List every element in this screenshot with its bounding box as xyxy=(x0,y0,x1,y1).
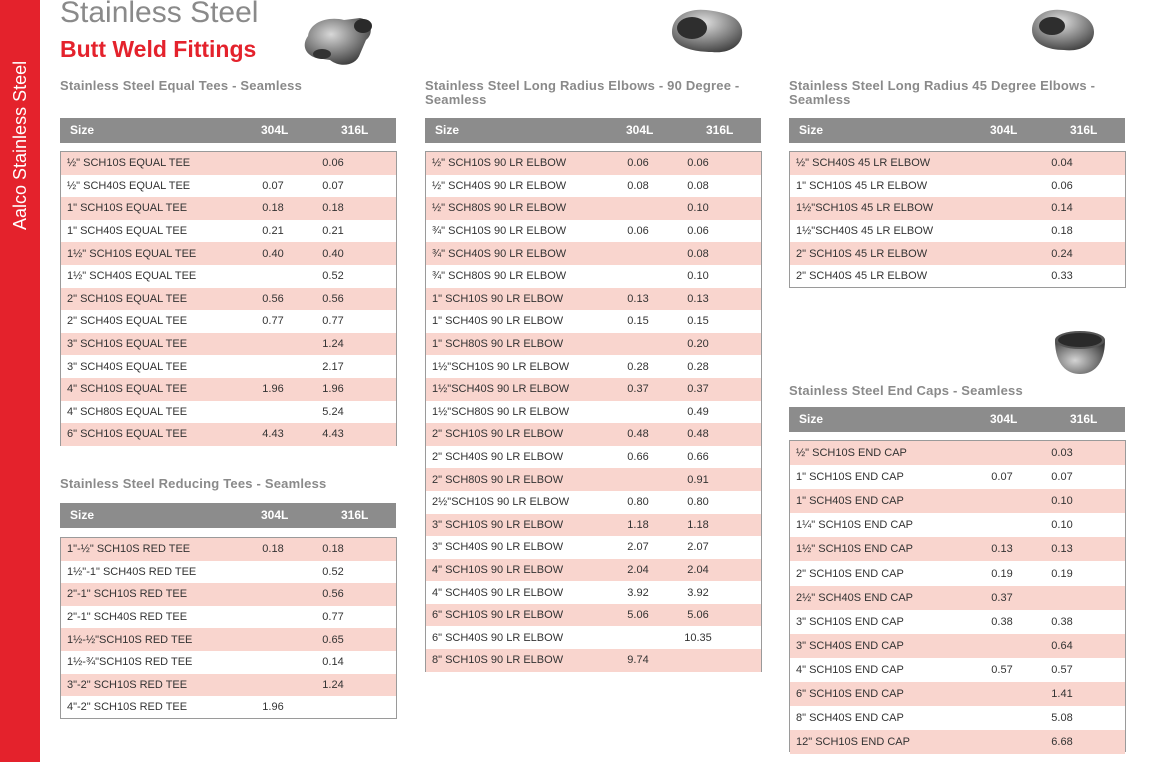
section-title-elbows-45: Stainless Steel Long Radius 45 Degree Elbows - Seamless xyxy=(789,78,1096,107)
cell-304l: 0.15 xyxy=(627,315,649,328)
cell-size: 1½" SCH10S EQUAL TEE xyxy=(67,247,197,260)
table-row xyxy=(790,610,1125,634)
section-title-reducing-tees: Stainless Steel Reducing Tees - Seamless xyxy=(60,476,327,491)
cell-size: 4" SCH10S 90 LR ELBOW xyxy=(432,563,564,576)
table-row xyxy=(790,489,1125,513)
cell-size: 1½"SCH10S 45 LR ELBOW xyxy=(796,202,934,215)
cell-304l: 3.92 xyxy=(627,586,649,599)
cell-size: ½" SCH10S 90 LR ELBOW xyxy=(432,157,567,170)
cell-316l: 0.18 xyxy=(322,202,344,215)
table-row xyxy=(426,491,761,514)
cell-316l: 0.64 xyxy=(1051,639,1073,652)
table-row xyxy=(61,423,396,446)
cell-size: 6" SCH10S EQUAL TEE xyxy=(67,428,188,441)
cell-316l: 0.15 xyxy=(687,315,709,328)
cell-304l xyxy=(614,265,662,288)
cell-316l: 0.10 xyxy=(1051,519,1073,532)
cell-304l: 0.18 xyxy=(262,543,284,556)
cell-size: 1½"SCH40S 90 LR ELBOW xyxy=(432,383,570,396)
cell-size: 1" SCH40S EQUAL TEE xyxy=(67,225,188,238)
cell-316l: 0.19 xyxy=(1051,567,1073,580)
cell-size: ¾" SCH10S 90 LR ELBOW xyxy=(432,225,567,238)
cell-size: 1½-¾"SCH10S RED TEE xyxy=(67,656,193,669)
cell-304l: 2.07 xyxy=(627,541,649,554)
cell-size: 8" SCH10S 90 LR ELBOW xyxy=(432,654,564,667)
cell-size: 1½"-1" SCH40S RED TEE xyxy=(67,565,197,578)
cell-size: 1" SCH10S EQUAL TEE xyxy=(67,202,188,215)
cell-304l xyxy=(249,333,297,356)
cell-size: 3"-2" SCH10S RED TEE xyxy=(67,678,188,691)
cell-size: 2" SCH40S EQUAL TEE xyxy=(67,315,188,328)
table-row xyxy=(61,401,396,424)
table-row xyxy=(426,626,761,649)
cell-size: 3" SCH40S END CAP xyxy=(796,639,904,652)
table-header-reducing-tees xyxy=(60,503,396,528)
cell-304l xyxy=(249,152,297,175)
col-316l: 316L xyxy=(706,123,734,137)
table-row xyxy=(426,242,761,265)
cell-304l: 0.13 xyxy=(991,543,1013,556)
cell-316l: 1.41 xyxy=(1051,687,1073,700)
table-row xyxy=(790,175,1125,198)
cell-316l: 0.14 xyxy=(1051,202,1073,215)
sidebar-brand-label: Aalco Stainless Steel xyxy=(10,60,30,230)
cell-size: 6" SCH10S END CAP xyxy=(796,687,904,700)
table-row xyxy=(790,197,1125,220)
table-row xyxy=(790,220,1125,243)
table-row xyxy=(61,265,396,288)
page-title: Stainless Steel xyxy=(60,0,259,29)
cell-304l xyxy=(978,730,1026,754)
cell-304l xyxy=(249,401,297,424)
cell-size: ½" SCH10S END CAP xyxy=(796,447,907,460)
cell-size: 2" SCH40S 90 LR ELBOW xyxy=(432,451,564,464)
cell-304l xyxy=(614,626,662,649)
cell-size: 1" SCH40S 90 LR ELBOW xyxy=(432,315,564,328)
table-row xyxy=(426,604,761,627)
table-row xyxy=(61,333,396,356)
cell-304l: 0.19 xyxy=(991,567,1013,580)
table-equal-tees xyxy=(60,151,397,446)
col-size: Size xyxy=(70,123,95,137)
cell-size: 6" SCH10S 90 LR ELBOW xyxy=(432,609,564,622)
cell-size: 4" SCH80S EQUAL TEE xyxy=(67,405,188,418)
cell-316l: 0.24 xyxy=(1051,247,1073,260)
table-row xyxy=(790,537,1125,561)
cell-316l: 0.07 xyxy=(1051,471,1073,484)
cell-size: 2" SCH10S EQUAL TEE xyxy=(67,292,188,305)
cell-size: 1½"SCH10S 90 LR ELBOW xyxy=(432,360,570,373)
table-elbows-90 xyxy=(425,151,762,672)
table-row xyxy=(426,288,761,311)
table-row xyxy=(426,197,761,220)
cell-size: 1" SCH40S END CAP xyxy=(796,495,904,508)
table-row xyxy=(61,242,396,265)
cell-316l: 0.06 xyxy=(687,157,709,170)
cell-316l: 0.40 xyxy=(322,247,344,260)
cell-304l: 0.66 xyxy=(627,451,649,464)
cell-316l: 0.33 xyxy=(1051,270,1073,283)
table-row xyxy=(790,730,1125,754)
cell-316l: 0.03 xyxy=(1051,447,1073,460)
cell-size: 2" SCH10S 45 LR ELBOW xyxy=(796,247,928,260)
col-304l: 304L xyxy=(990,412,1018,426)
cell-304l: 0.07 xyxy=(991,471,1013,484)
cell-316l: 0.28 xyxy=(687,360,709,373)
table-row xyxy=(61,288,396,311)
equal-tee-image xyxy=(300,10,376,68)
table-row xyxy=(790,658,1125,682)
table-row xyxy=(61,628,396,651)
col-304l: 304L xyxy=(261,123,289,137)
table-row xyxy=(426,265,761,288)
table-row xyxy=(426,333,761,356)
cell-316l: 4.43 xyxy=(322,428,344,441)
cell-size: 8" SCH40S END CAP xyxy=(796,712,904,725)
col-304l: 304L xyxy=(990,123,1018,137)
cell-304l: 0.18 xyxy=(262,202,284,215)
cell-304l xyxy=(249,355,297,378)
cell-size: 1" SCH10S 90 LR ELBOW xyxy=(432,292,564,305)
cell-304l xyxy=(978,265,1026,288)
table-row xyxy=(61,197,396,220)
cell-304l: 0.28 xyxy=(627,360,649,373)
cell-304l xyxy=(249,561,297,584)
cell-316l: 0.77 xyxy=(322,611,344,624)
cell-316l: 3.92 xyxy=(687,586,709,599)
table-row xyxy=(790,634,1125,658)
table-row xyxy=(426,220,761,243)
table-row xyxy=(61,561,396,584)
table-row xyxy=(426,310,761,333)
table-reducing-tees xyxy=(60,537,397,719)
cell-size: 4"-2" SCH10S RED TEE xyxy=(67,701,188,714)
cell-304l: 0.08 xyxy=(627,179,649,192)
cell-size: 1½" SCH40S EQUAL TEE xyxy=(67,270,197,283)
cell-316l: 0.37 xyxy=(687,383,709,396)
cell-316l: 0.77 xyxy=(322,315,344,328)
col-304l: 304L xyxy=(626,123,654,137)
cell-304l: 0.77 xyxy=(262,315,284,328)
cell-316l: 0.52 xyxy=(322,565,344,578)
cell-316l: 0.38 xyxy=(1051,615,1073,628)
cell-316l: 0.57 xyxy=(1051,663,1073,676)
table-row xyxy=(426,401,761,424)
cell-size: 2½"SCH10S 90 LR ELBOW xyxy=(432,496,570,509)
cell-316l: 0.13 xyxy=(1051,543,1073,556)
cell-304l: 9.74 xyxy=(627,654,649,667)
cell-size: 1" SCH80S 90 LR ELBOW xyxy=(432,338,564,351)
cell-size: 12" SCH10S END CAP xyxy=(796,736,910,749)
cell-304l xyxy=(978,152,1026,175)
cell-304l: 0.07 xyxy=(262,179,284,192)
cell-size: 1½"SCH40S 45 LR ELBOW xyxy=(796,225,934,238)
cell-size: ¾" SCH40S 90 LR ELBOW xyxy=(432,247,567,260)
cell-size: 1½"SCH80S 90 LR ELBOW xyxy=(432,405,570,418)
cell-size: 4" SCH40S 90 LR ELBOW xyxy=(432,586,564,599)
cell-304l: 4.43 xyxy=(262,428,284,441)
cell-316l: 0.80 xyxy=(687,496,709,509)
cell-304l: 0.57 xyxy=(991,663,1013,676)
cell-316l: 1.24 xyxy=(322,678,344,691)
col-316l: 316L xyxy=(341,508,369,522)
cell-316l: 5.24 xyxy=(322,405,344,418)
table-row xyxy=(426,423,761,446)
cell-size: ½" SCH40S EQUAL TEE xyxy=(67,179,191,192)
table-row xyxy=(61,310,396,333)
cell-316l: 0.21 xyxy=(322,225,344,238)
cell-304l: 0.40 xyxy=(262,247,284,260)
cell-304l xyxy=(978,242,1026,265)
table-row xyxy=(61,378,396,401)
table-row xyxy=(61,696,396,719)
cell-316l: 0.18 xyxy=(1051,225,1073,238)
table-header-elbows-90 xyxy=(425,118,761,143)
cell-316l: 0.06 xyxy=(687,225,709,238)
cell-316l xyxy=(309,696,357,719)
cell-304l: 0.13 xyxy=(627,292,649,305)
cell-316l: 1.96 xyxy=(322,383,344,396)
cell-304l: 0.38 xyxy=(991,615,1013,628)
cell-size: 2"-1" SCH40S RED TEE xyxy=(67,611,188,624)
cell-size: ½" SCH40S 45 LR ELBOW xyxy=(796,157,931,170)
table-row xyxy=(426,559,761,582)
cell-316l: 0.04 xyxy=(1051,157,1073,170)
col-size: Size xyxy=(435,123,460,137)
cell-size: 3" SCH10S END CAP xyxy=(796,615,904,628)
cell-304l: 0.06 xyxy=(627,225,649,238)
cell-316l: 2.07 xyxy=(687,541,709,554)
cell-304l xyxy=(978,706,1026,730)
cell-size: ½" SCH40S 90 LR ELBOW xyxy=(432,179,567,192)
cell-316l: 0.06 xyxy=(322,157,344,170)
cell-316l xyxy=(1038,586,1086,610)
col-316l: 316L xyxy=(1070,123,1098,137)
section-title-end-caps: Stainless Steel End Caps - Seamless xyxy=(789,383,1023,398)
cell-304l: 1.18 xyxy=(627,518,649,531)
col-304l: 304L xyxy=(261,508,289,522)
table-row xyxy=(790,242,1125,265)
table-row xyxy=(61,538,396,561)
cell-316l: 0.10 xyxy=(687,202,709,215)
cell-size: 2½" SCH40S END CAP xyxy=(796,591,914,604)
table-row xyxy=(426,468,761,491)
cell-304l: 0.06 xyxy=(627,157,649,170)
table-row xyxy=(61,175,396,198)
cell-304l xyxy=(249,265,297,288)
table-elbows-45 xyxy=(789,151,1126,288)
cell-304l xyxy=(978,220,1026,243)
cell-304l: 0.37 xyxy=(991,591,1013,604)
cell-316l: 0.14 xyxy=(322,656,344,669)
cell-size: 3" SCH40S 90 LR ELBOW xyxy=(432,541,564,554)
cell-size: 1" SCH10S 45 LR ELBOW xyxy=(796,179,928,192)
cell-304l xyxy=(978,197,1026,220)
cell-316l: 0.13 xyxy=(687,292,709,305)
section-title-elbows-90: Stainless Steel Long Radius Elbows - 90 Degree - Seamless xyxy=(425,78,740,107)
cell-304l: 0.56 xyxy=(262,292,284,305)
table-row xyxy=(61,674,396,697)
cell-316l: 0.49 xyxy=(687,405,709,418)
table-row xyxy=(426,536,761,559)
cell-304l xyxy=(614,401,662,424)
cell-304l: 0.37 xyxy=(627,383,649,396)
table-row xyxy=(790,465,1125,489)
cell-316l: 0.52 xyxy=(322,270,344,283)
table-row xyxy=(61,651,396,674)
cell-size: 1½-½"SCH10S RED TEE xyxy=(67,633,193,646)
cell-316l: 2.17 xyxy=(322,360,344,373)
cell-304l xyxy=(614,333,662,356)
table-header-elbows-45 xyxy=(789,118,1125,143)
col-size: Size xyxy=(70,508,95,522)
table-row xyxy=(61,606,396,629)
table-end-caps xyxy=(789,440,1126,752)
cell-304l xyxy=(249,583,297,606)
table-row xyxy=(61,583,396,606)
table-header-end-caps xyxy=(789,407,1125,432)
cell-size: 3" SCH40S EQUAL TEE xyxy=(67,360,188,373)
cell-304l: 0.48 xyxy=(627,428,649,441)
cell-size: 2" SCH10S 90 LR ELBOW xyxy=(432,428,564,441)
cell-size: 1" SCH10S END CAP xyxy=(796,471,904,484)
cell-304l: 1.96 xyxy=(262,701,284,714)
cell-316l: 0.10 xyxy=(1051,495,1073,508)
table-row xyxy=(426,446,761,469)
cell-316l: 0.48 xyxy=(687,428,709,441)
table-row xyxy=(426,514,761,537)
table-row xyxy=(426,581,761,604)
cell-size: ½" SCH80S 90 LR ELBOW xyxy=(432,202,567,215)
sidebar-band xyxy=(0,0,40,762)
table-row xyxy=(426,152,761,175)
cell-316l: 1.24 xyxy=(322,338,344,351)
cell-304l xyxy=(978,682,1026,706)
cell-size: ½" SCH10S EQUAL TEE xyxy=(67,157,191,170)
cell-304l xyxy=(614,468,662,491)
table-row xyxy=(790,586,1125,610)
table-row xyxy=(790,706,1125,730)
elbow-45-image xyxy=(1030,6,1096,56)
cell-304l xyxy=(978,441,1026,465)
cell-316l: 0.91 xyxy=(687,473,709,486)
table-row xyxy=(426,649,761,672)
page-subtitle: Butt Weld Fittings xyxy=(60,36,257,62)
cell-304l xyxy=(978,489,1026,513)
cell-316l: 0.07 xyxy=(322,179,344,192)
cell-316l: 0.10 xyxy=(687,270,709,283)
cell-size: 6" SCH40S 90 LR ELBOW xyxy=(432,631,564,644)
cell-size: 1½" SCH10S END CAP xyxy=(796,543,914,556)
cell-304l: 5.06 xyxy=(627,609,649,622)
table-row xyxy=(61,220,396,243)
cell-304l xyxy=(249,606,297,629)
cell-316l: 5.08 xyxy=(1051,712,1073,725)
cell-316l: 0.66 xyxy=(687,451,709,464)
table-row xyxy=(426,355,761,378)
cell-316l: 10.35 xyxy=(684,631,712,644)
cell-304l: 0.21 xyxy=(262,225,284,238)
cell-316l xyxy=(674,649,722,672)
col-316l: 316L xyxy=(341,123,369,137)
table-row xyxy=(790,152,1125,175)
cell-316l: 6.68 xyxy=(1051,736,1073,749)
cell-304l xyxy=(249,651,297,674)
cell-304l: 0.80 xyxy=(627,496,649,509)
table-row xyxy=(790,441,1125,465)
cell-size: 4" SCH10S END CAP xyxy=(796,663,904,676)
table-row xyxy=(61,355,396,378)
elbow-90-image xyxy=(668,6,746,58)
table-row xyxy=(790,265,1125,288)
col-size: Size xyxy=(799,412,824,426)
cell-size: 2"-1" SCH10S RED TEE xyxy=(67,588,188,601)
col-316l: 316L xyxy=(1070,412,1098,426)
cell-size: 1¼" SCH10S END CAP xyxy=(796,519,914,532)
cell-316l: 0.08 xyxy=(687,179,709,192)
cell-316l: 1.18 xyxy=(687,518,709,531)
table-row xyxy=(61,152,396,175)
table-row xyxy=(426,175,761,198)
table-row xyxy=(790,561,1125,585)
cell-316l: 0.20 xyxy=(687,338,709,351)
cell-304l xyxy=(249,628,297,651)
cell-size: ¾" SCH80S 90 LR ELBOW xyxy=(432,270,567,283)
cell-316l: 2.04 xyxy=(687,563,709,576)
cell-304l: 1.96 xyxy=(262,383,284,396)
cell-304l xyxy=(614,242,662,265)
cell-size: 4" SCH10S EQUAL TEE xyxy=(67,383,188,396)
cell-304l: 2.04 xyxy=(627,563,649,576)
cell-304l xyxy=(614,197,662,220)
table-header-equal-tees xyxy=(60,118,396,143)
end-cap-image xyxy=(1052,326,1108,376)
cell-316l: 0.65 xyxy=(322,633,344,646)
cell-304l xyxy=(978,175,1026,198)
cell-size: 3" SCH10S 90 LR ELBOW xyxy=(432,518,564,531)
cell-size: 2" SCH10S END CAP xyxy=(796,567,904,580)
cell-316l: 0.56 xyxy=(322,588,344,601)
cell-316l: 0.06 xyxy=(1051,179,1073,192)
cell-304l xyxy=(249,674,297,697)
cell-316l: 0.18 xyxy=(322,543,344,556)
col-size: Size xyxy=(799,123,824,137)
table-row xyxy=(790,682,1125,706)
table-row xyxy=(790,513,1125,537)
cell-304l xyxy=(978,634,1026,658)
table-row xyxy=(426,378,761,401)
cell-size: 2" SCH40S 45 LR ELBOW xyxy=(796,270,928,283)
cell-size: 3" SCH10S EQUAL TEE xyxy=(67,338,188,351)
cell-size: 2" SCH80S 90 LR ELBOW xyxy=(432,473,564,486)
cell-316l: 0.56 xyxy=(322,292,344,305)
cell-304l xyxy=(978,513,1026,537)
cell-316l: 0.08 xyxy=(687,247,709,260)
section-title-equal-tees: Stainless Steel Equal Tees - Seamless xyxy=(60,78,302,93)
cell-316l: 5.06 xyxy=(687,609,709,622)
cell-size: 1"-½" SCH10S RED TEE xyxy=(67,543,191,556)
